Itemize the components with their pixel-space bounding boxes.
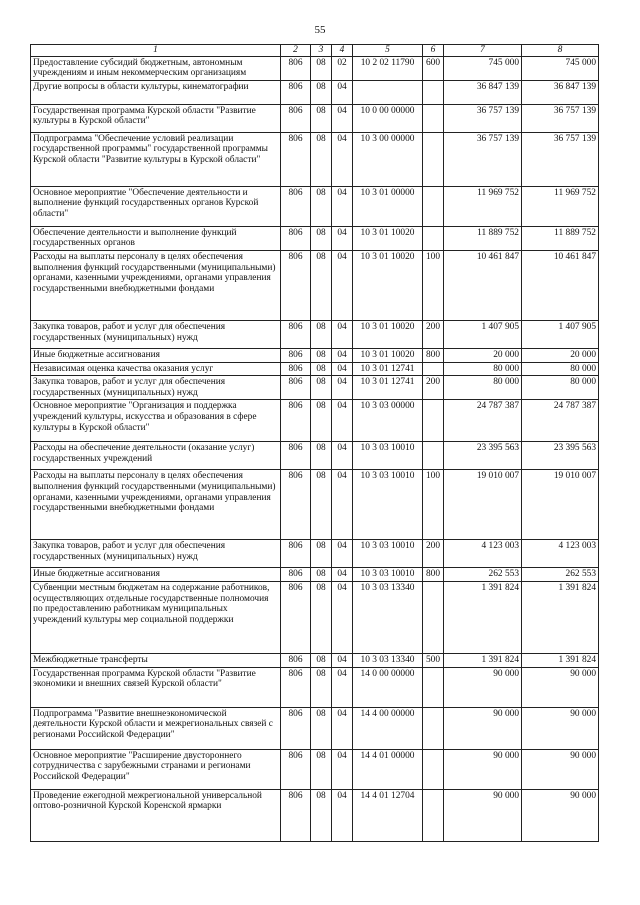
row-grbs-cell: 806 [281, 581, 311, 653]
table-row [31, 320, 599, 348]
row-target-article-cell: 10 3 01 12741 [353, 376, 423, 400]
row-amount-1-cell: 23 395 563 [444, 442, 522, 470]
row-section-cell: 08 [311, 789, 332, 841]
row-name-cell: Подпрограмма "Обеспечение условий реализации государственной программы" государственной программы Курской области "Развитие культуры в Курской области" [31, 132, 281, 186]
row-grbs-cell: 806 [281, 80, 311, 104]
row-name-cell: Обеспечение деятельности и выполнение функций государственных органов [31, 226, 281, 250]
table-row [31, 667, 599, 707]
row-target-article-cell: 10 3 03 10010 [353, 540, 423, 568]
table-row [31, 250, 599, 320]
row-amount-1-cell: 11 969 752 [444, 186, 522, 226]
row-subsection-cell: 04 [332, 362, 353, 376]
row-section-cell: 08 [311, 442, 332, 470]
table-row [31, 470, 599, 540]
row-amount-1-cell: 80 000 [444, 376, 522, 400]
row-grbs-cell: 806 [281, 376, 311, 400]
row-name-cell: Расходы на выплаты персоналу в целях обеспечения выполнения функций государственными (муниципальными) органами, казенными учреждениями, органами управления государственными внебюджетными фондами [31, 250, 281, 320]
table-row [31, 348, 599, 362]
row-grbs-cell: 806 [281, 104, 311, 132]
row-name-cell: Другие вопросы в области культуры, кинематографии [31, 80, 281, 104]
row-name-cell: Проведение ежегодной межрегиональной универсальной оптово-розничной Курской Коренской ярмарки [31, 789, 281, 841]
table-row [31, 581, 599, 653]
column-header: 1 [31, 45, 281, 57]
row-name-cell: Закупка товаров, работ и услуг для обеспечения государственных (муниципальных) нужд [31, 320, 281, 348]
header-row [31, 45, 599, 57]
row-target-article-cell: 10 3 01 10020 [353, 320, 423, 348]
row-section-cell: 08 [311, 568, 332, 582]
row-target-article-cell: 10 3 01 10020 [353, 348, 423, 362]
row-name-cell: Основное мероприятие "Организация и поддержка учреждений культуры, искусства и образования в сфере культуры в Курской области" [31, 400, 281, 442]
row-amount-1-cell: 36 847 139 [444, 80, 522, 104]
row-name-cell: Предоставление субсидий бюджетным, автономным учреждениям и иным некоммерческим организациям [31, 56, 281, 80]
row-grbs-cell: 806 [281, 400, 311, 442]
row-section-cell: 08 [311, 56, 332, 80]
row-amount-1-cell: 90 000 [444, 749, 522, 789]
row-grbs-cell: 806 [281, 348, 311, 362]
row-subsection-cell: 04 [332, 250, 353, 320]
table-body [31, 56, 599, 841]
row-amount-2-cell: 1 391 824 [522, 581, 599, 653]
row-name-cell: Государственная программа Курской области "Развитие культуры в Курской области" [31, 104, 281, 132]
row-name-cell: Межбюджетные трансферты [31, 653, 281, 667]
row-expense-type-cell [423, 442, 444, 470]
row-name-cell: Государственная программа Курской области "Развитие экономики и внешних связей Курской области" [31, 667, 281, 707]
row-target-article-cell: 10 3 01 10020 [353, 250, 423, 320]
column-header: 2 [281, 45, 311, 57]
table-row [31, 56, 599, 80]
row-subsection-cell: 04 [332, 80, 353, 104]
row-subsection-cell: 04 [332, 789, 353, 841]
row-section-cell: 08 [311, 186, 332, 226]
row-amount-2-cell: 90 000 [522, 749, 599, 789]
row-subsection-cell: 04 [332, 132, 353, 186]
table-row [31, 226, 599, 250]
row-expense-type-cell [423, 132, 444, 186]
row-target-article-cell: 14 0 00 00000 [353, 667, 423, 707]
row-expense-type-cell: 500 [423, 653, 444, 667]
table-row [31, 789, 599, 841]
row-name-cell: Независимая оценка качества оказания услуг [31, 362, 281, 376]
row-amount-2-cell: 90 000 [522, 707, 599, 749]
row-section-cell: 08 [311, 226, 332, 250]
row-amount-2-cell: 36 847 139 [522, 80, 599, 104]
row-amount-1-cell: 36 757 139 [444, 132, 522, 186]
row-amount-2-cell: 90 000 [522, 667, 599, 707]
row-target-article-cell [353, 80, 423, 104]
column-header: 5 [353, 45, 423, 57]
row-subsection-cell: 04 [332, 581, 353, 653]
row-amount-2-cell: 23 395 563 [522, 442, 599, 470]
table-row [31, 376, 599, 400]
row-expense-type-cell: 800 [423, 348, 444, 362]
row-name-cell: Расходы на выплаты персоналу в целях обеспечения выполнения функций государственными (муниципальными) органами, казенными учреждениями, органами управления государственными внебюджетными фондами [31, 470, 281, 540]
row-target-article-cell: 10 3 03 13340 [353, 581, 423, 653]
row-grbs-cell: 806 [281, 132, 311, 186]
row-section-cell: 08 [311, 362, 332, 376]
row-expense-type-cell: 600 [423, 56, 444, 80]
row-subsection-cell: 04 [332, 540, 353, 568]
row-target-article-cell: 10 3 03 10010 [353, 470, 423, 540]
row-subsection-cell: 04 [332, 400, 353, 442]
table-row [31, 104, 599, 132]
row-grbs-cell: 806 [281, 653, 311, 667]
table-row [31, 442, 599, 470]
row-amount-1-cell: 90 000 [444, 789, 522, 841]
row-grbs-cell: 806 [281, 540, 311, 568]
row-expense-type-cell: 100 [423, 470, 444, 540]
row-subsection-cell: 04 [332, 104, 353, 132]
row-section-cell: 08 [311, 376, 332, 400]
row-amount-2-cell: 20 000 [522, 348, 599, 362]
row-amount-1-cell: 90 000 [444, 707, 522, 749]
row-amount-1-cell: 10 461 847 [444, 250, 522, 320]
row-amount-1-cell: 1 391 824 [444, 581, 522, 653]
row-amount-2-cell: 11 889 752 [522, 226, 599, 250]
row-section-cell: 08 [311, 320, 332, 348]
row-section-cell: 08 [311, 250, 332, 320]
row-section-cell: 08 [311, 400, 332, 442]
row-expense-type-cell [423, 80, 444, 104]
row-subsection-cell: 04 [332, 749, 353, 789]
column-header: 7 [444, 45, 522, 57]
column-header: 8 [522, 45, 599, 57]
row-amount-2-cell: 1 407 905 [522, 320, 599, 348]
row-grbs-cell: 806 [281, 707, 311, 749]
row-section-cell: 08 [311, 348, 332, 362]
row-name-cell: Иные бюджетные ассигнования [31, 568, 281, 582]
row-expense-type-cell: 800 [423, 568, 444, 582]
row-amount-2-cell: 262 553 [522, 568, 599, 582]
row-amount-2-cell: 1 391 824 [522, 653, 599, 667]
row-subsection-cell: 04 [332, 707, 353, 749]
row-expense-type-cell [423, 581, 444, 653]
row-target-article-cell: 14 4 00 00000 [353, 707, 423, 749]
row-section-cell: 08 [311, 653, 332, 667]
row-target-article-cell: 10 3 03 13340 [353, 653, 423, 667]
row-expense-type-cell: 200 [423, 320, 444, 348]
row-target-article-cell: 10 3 01 00000 [353, 186, 423, 226]
row-expense-type-cell [423, 226, 444, 250]
row-section-cell: 08 [311, 132, 332, 186]
table-row [31, 568, 599, 582]
table-row [31, 707, 599, 749]
row-target-article-cell: 10 3 01 10020 [353, 226, 423, 250]
row-target-article-cell: 10 3 03 00000 [353, 400, 423, 442]
row-grbs-cell: 806 [281, 226, 311, 250]
row-amount-1-cell: 262 553 [444, 568, 522, 582]
row-target-article-cell: 10 3 01 12741 [353, 362, 423, 376]
table-row [31, 362, 599, 376]
row-subsection-cell: 04 [332, 348, 353, 362]
row-amount-2-cell: 4 123 003 [522, 540, 599, 568]
row-amount-2-cell: 80 000 [522, 376, 599, 400]
row-amount-1-cell: 36 757 139 [444, 104, 522, 132]
row-name-cell: Субвенции местным бюджетам на содержание работников, осуществляющих отдельные государственные полномочия по предоставлению работникам муниципальных учреждений культуры мер социальной поддержки [31, 581, 281, 653]
row-amount-2-cell: 745 000 [522, 56, 599, 80]
row-expense-type-cell [423, 400, 444, 442]
row-grbs-cell: 806 [281, 56, 311, 80]
row-target-article-cell: 10 3 00 00000 [353, 132, 423, 186]
row-amount-2-cell: 19 010 007 [522, 470, 599, 540]
row-amount-2-cell: 11 969 752 [522, 186, 599, 226]
row-target-article-cell: 14 4 01 00000 [353, 749, 423, 789]
page-number: 55 [314, 24, 326, 36]
column-header: 6 [423, 45, 444, 57]
row-amount-2-cell: 24 787 387 [522, 400, 599, 442]
row-subsection-cell: 04 [332, 653, 353, 667]
row-section-cell: 08 [311, 749, 332, 789]
row-target-article-cell: 10 3 03 10010 [353, 442, 423, 470]
row-amount-2-cell: 36 757 139 [522, 132, 599, 186]
row-subsection-cell: 04 [332, 376, 353, 400]
row-amount-2-cell: 10 461 847 [522, 250, 599, 320]
row-expense-type-cell [423, 749, 444, 789]
row-subsection-cell: 02 [332, 56, 353, 80]
row-name-cell: Расходы на обеспечение деятельности (оказание услуг) государственных учреждений [31, 442, 281, 470]
row-section-cell: 08 [311, 104, 332, 132]
row-amount-1-cell: 1 407 905 [444, 320, 522, 348]
row-amount-1-cell: 90 000 [444, 667, 522, 707]
column-header: 4 [332, 45, 353, 57]
row-expense-type-cell [423, 186, 444, 226]
row-grbs-cell: 806 [281, 362, 311, 376]
row-expense-type-cell: 100 [423, 250, 444, 320]
row-grbs-cell: 806 [281, 186, 311, 226]
row-amount-1-cell: 4 123 003 [444, 540, 522, 568]
row-grbs-cell: 806 [281, 789, 311, 841]
row-grbs-cell: 806 [281, 667, 311, 707]
row-expense-type-cell [423, 667, 444, 707]
row-amount-2-cell: 80 000 [522, 362, 599, 376]
row-subsection-cell: 04 [332, 226, 353, 250]
row-subsection-cell: 04 [332, 568, 353, 582]
table-row [31, 653, 599, 667]
table-row [31, 80, 599, 104]
row-amount-2-cell: 36 757 139 [522, 104, 599, 132]
row-expense-type-cell: 200 [423, 376, 444, 400]
row-name-cell: Закупка товаров, работ и услуг для обеспечения государственных (муниципальных) нужд [31, 540, 281, 568]
row-amount-1-cell: 1 391 824 [444, 653, 522, 667]
row-amount-1-cell: 24 787 387 [444, 400, 522, 442]
row-name-cell: Иные бюджетные ассигнования [31, 348, 281, 362]
row-amount-1-cell: 11 889 752 [444, 226, 522, 250]
row-subsection-cell: 04 [332, 470, 353, 540]
row-target-article-cell: 10 3 03 10010 [353, 568, 423, 582]
row-amount-1-cell: 19 010 007 [444, 470, 522, 540]
row-section-cell: 08 [311, 540, 332, 568]
row-amount-1-cell: 745 000 [444, 56, 522, 80]
budget-table [30, 44, 599, 842]
row-name-cell: Основное мероприятие "Расширение двустороннего сотрудничества с зарубежными странами и регионами Российской Федерации" [31, 749, 281, 789]
row-subsection-cell: 04 [332, 186, 353, 226]
row-expense-type-cell [423, 104, 444, 132]
row-expense-type-cell: 200 [423, 540, 444, 568]
table-row [31, 186, 599, 226]
row-subsection-cell: 04 [332, 442, 353, 470]
row-grbs-cell: 806 [281, 250, 311, 320]
column-header: 3 [311, 45, 332, 57]
row-section-cell: 08 [311, 581, 332, 653]
row-name-cell: Подпрограмма "Развитие внешнеэкономической деятельности Курской области и межрегиональных связей с регионами Российской Федерации" [31, 707, 281, 749]
table-row [31, 132, 599, 186]
row-amount-1-cell: 80 000 [444, 362, 522, 376]
row-section-cell: 08 [311, 707, 332, 749]
row-section-cell: 08 [311, 470, 332, 540]
row-name-cell: Основное мероприятие "Обеспечение деятельности и выполнение функций государственных органов Курской области" [31, 186, 281, 226]
row-grbs-cell: 806 [281, 442, 311, 470]
row-subsection-cell: 04 [332, 667, 353, 707]
row-grbs-cell: 806 [281, 470, 311, 540]
table-row [31, 749, 599, 789]
row-amount-2-cell: 90 000 [522, 789, 599, 841]
row-grbs-cell: 806 [281, 320, 311, 348]
row-target-article-cell: 10 0 00 00000 [353, 104, 423, 132]
row-expense-type-cell [423, 362, 444, 376]
row-section-cell: 08 [311, 80, 332, 104]
row-amount-1-cell: 20 000 [444, 348, 522, 362]
table-row [31, 400, 599, 442]
table-row [31, 540, 599, 568]
row-target-article-cell: 10 2 02 11790 [353, 56, 423, 80]
row-subsection-cell: 04 [332, 320, 353, 348]
row-grbs-cell: 806 [281, 568, 311, 582]
row-expense-type-cell [423, 707, 444, 749]
row-name-cell: Закупка товаров, работ и услуг для обеспечения государственных (муниципальных) нужд [31, 376, 281, 400]
row-expense-type-cell [423, 789, 444, 841]
row-section-cell: 08 [311, 667, 332, 707]
row-grbs-cell: 806 [281, 749, 311, 789]
row-target-article-cell: 14 4 01 12704 [353, 789, 423, 841]
